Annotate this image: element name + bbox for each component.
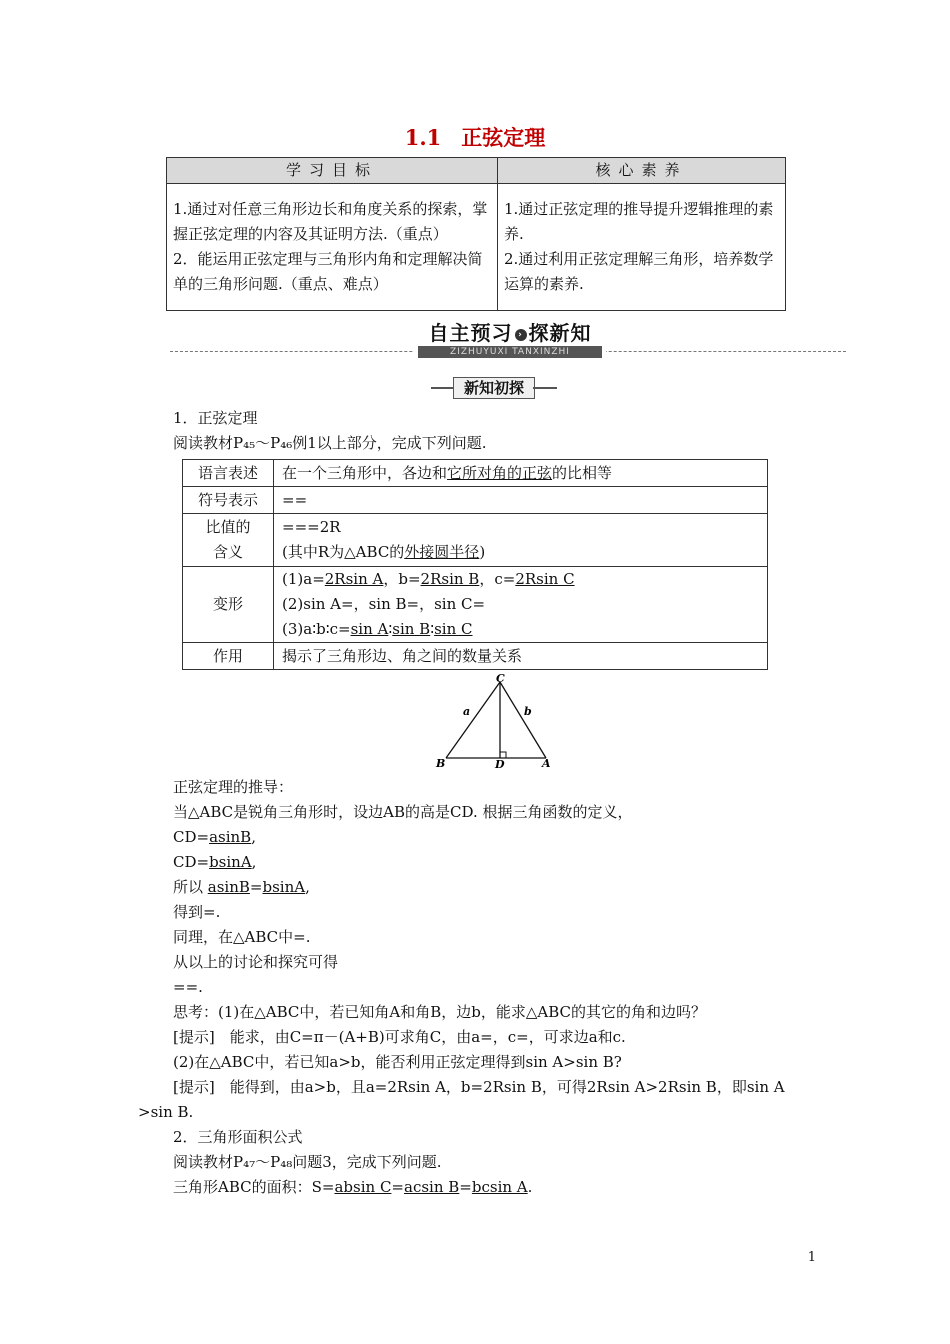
sec2-heading: 2．三角形面积公式 bbox=[173, 1128, 303, 1146]
literacy-header: 核心素养 bbox=[498, 158, 786, 184]
sec1-heading: 1．正弦定理 bbox=[173, 409, 258, 427]
sec1-reading: 阅读教材P₄₅～P₄₆例1以上部分，完成下列问题. bbox=[173, 434, 487, 452]
deriv-line-9: ==. bbox=[173, 978, 203, 996]
deriv-line-1: 正弦定理的推导： bbox=[173, 778, 294, 796]
triangle-figure bbox=[430, 670, 560, 772]
deriv-line-6: 得到=. bbox=[173, 903, 221, 921]
sec2-reading: 阅读教材P₄₇～P₄₈问题3，完成下列问题. bbox=[173, 1153, 442, 1171]
new-knowledge-tag bbox=[431, 377, 557, 399]
think-q1: 思考：(1)在△ABC中，若已知角A和角B，边b，能求△ABC的其它的角和边吗？ bbox=[173, 1003, 707, 1021]
literacy-cell bbox=[498, 184, 786, 311]
deriv-line-2: 当△ABC是锐角三角形时，设边AB的高是CD. 根据三角函数的定义， bbox=[173, 803, 633, 821]
area-formula: 三角形ABC的面积：S=absin C=acsin B=bcsin A. bbox=[173, 1178, 533, 1196]
deriv-line-3: CD=asinB, bbox=[173, 828, 256, 846]
row-variant: (1)a=2Rsin A，b=2Rsin B，c=2Rsin C (2)sin A=，sin B=，sin C= (3)a∶b∶c=sin A∶sin B∶sin C bbox=[274, 567, 768, 643]
vertex-c: C bbox=[496, 672, 505, 685]
deriv-line-7: 同理，在△ABC中=. bbox=[173, 928, 311, 946]
row-use-head: 作用 bbox=[183, 643, 274, 670]
banner-title-b: 探新知 bbox=[528, 321, 592, 345]
section-banner bbox=[170, 318, 846, 362]
think-a2-cont: >sin B. bbox=[138, 1103, 194, 1121]
think-a1: [提示] 能求，由C=π－(A+B)可求角C，由a=，c=，可求边a和c. bbox=[173, 1028, 626, 1046]
row-meaning: ===2R (其中R为△ABC的外接圆半径) bbox=[274, 514, 768, 567]
row-meaning-head: 比值的 含义 bbox=[183, 514, 274, 567]
row-statement: 在一个三角形中，各边和它所对角的正弦的比相等 bbox=[274, 460, 768, 487]
think-q2: (2)在△ABC中，若已知a>b，能否利用正弦定理得到sin A>sin B? bbox=[173, 1053, 622, 1071]
arrow-dot-icon: › bbox=[515, 329, 527, 341]
think-a2: [提示] 能得到，由a>b，且a=2Rsin A，b=2Rsin B，可得2Rsin A>2Rsin B，即sin A bbox=[173, 1078, 785, 1096]
learning-goals-table bbox=[166, 157, 786, 311]
section-title: 正弦定理 bbox=[461, 125, 546, 150]
side-a: a bbox=[463, 705, 471, 718]
deriv-line-5: 所以 asinB=bsinA, bbox=[173, 878, 310, 896]
goal-1: 1.通过对任意三角形边长和角度关系的探索，掌握正弦定理的内容及其证明方法.（重点） bbox=[173, 200, 488, 243]
row-variant-head: 变形 bbox=[183, 567, 274, 643]
row-symbol-head: 符号表示 bbox=[183, 487, 274, 514]
goals-cell bbox=[167, 184, 498, 311]
side-b: b bbox=[524, 705, 532, 718]
banner-box bbox=[414, 320, 606, 360]
page-title bbox=[0, 122, 950, 152]
goal-2: 2．能运用正弦定理与三角形内角和定理解决简单的三角形问题.（重点、难点） bbox=[173, 250, 483, 293]
section-number: 1.1 bbox=[404, 125, 442, 150]
banner-subtitle: ZIZHUYUXI TANXINZHI bbox=[418, 346, 602, 358]
page-number: 1 bbox=[807, 1250, 816, 1265]
vertex-a: A bbox=[542, 757, 551, 770]
foot-d: D bbox=[495, 758, 505, 771]
row-statement-head: 语言表述 bbox=[183, 460, 274, 487]
deriv-line-8: 从以上的讨论和探究可得 bbox=[173, 953, 339, 971]
goals-header: 学习目标 bbox=[167, 158, 498, 184]
vertex-b: B bbox=[436, 757, 446, 770]
banner-title-a: 自主预习 bbox=[428, 321, 513, 345]
row-use: 揭示了三角形边、角之间的数量关系 bbox=[274, 643, 768, 670]
literacy-2: 2.通过利用正弦定理解三角形，培养数学运算的素养. bbox=[504, 250, 774, 293]
tag-label: 新知初探 bbox=[453, 377, 535, 399]
sine-law-table bbox=[182, 459, 768, 670]
literacy-1: 1.通过正弦定理的推导提升逻辑推理的素养. bbox=[504, 200, 774, 243]
row-symbol: == bbox=[274, 487, 768, 514]
deriv-line-4: CD=bsinA, bbox=[173, 853, 257, 871]
